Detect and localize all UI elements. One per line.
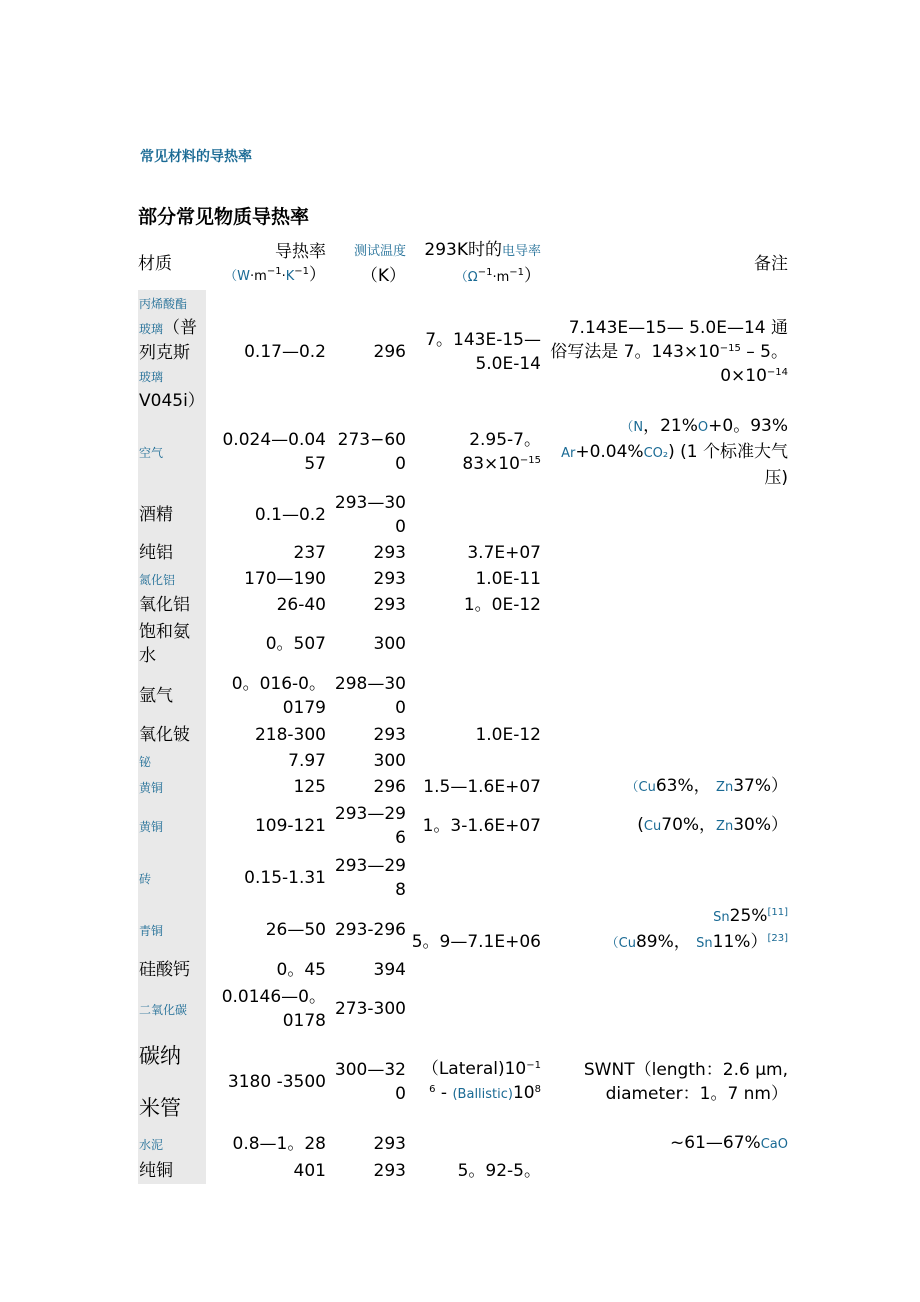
table-row [138,540,788,566]
note-cell: Sn25%[11] （Cu89%， Sn11%）[23] [605,906,788,952]
table-row [138,852,788,904]
conductivity-cell: 0。507 [265,634,326,654]
electrical-cell: 1.0E-12 [475,725,541,745]
table-row [138,984,788,1034]
temperature-cell: 293 [373,569,406,589]
material-cell: 氧化铍 [138,722,206,748]
material-cell [138,748,206,774]
conductivity-cell: 125 [293,777,326,797]
temperature-cell: 293—29 8 [334,856,406,900]
material-link[interactable]: 二氧化碳 [139,1002,188,1017]
note-cell: (Cu70%，Zn30%） [637,815,788,835]
temperature-cell: 273-300 [334,999,406,1019]
table-row [138,800,788,852]
conductivity-cell: 0.8—1。28 [232,1134,326,1154]
ballistic-link[interactable]: (Ballistic) [452,1087,513,1102]
header-material: 材质 [138,254,172,274]
header-conductivity [206,238,326,290]
table-row [138,670,788,722]
material-cell: 纯铝 [138,540,206,566]
element-link-zinc[interactable]: Zn [716,819,734,834]
table-row [138,748,788,774]
element-link-copper[interactable]: Cu [638,780,656,795]
compound-link-co2[interactable]: CO₂ [643,446,669,461]
electrical-cell: 3.7E+07 [467,543,541,563]
temperature-cell: 293 [373,1161,406,1181]
table-row [138,722,788,748]
material-cell: 氩气 [138,670,206,722]
material-cell [138,984,206,1034]
temperature-cell: 293 [373,543,406,563]
note-cell [541,670,788,722]
reference-link[interactable]: [11] [767,907,788,918]
unit-watt-link[interactable]: W [237,269,251,284]
table-header-row [138,238,788,290]
section-heading: 部分常见物质导热率 [138,206,310,228]
element-link-argon[interactable]: Ar [561,446,576,461]
conductivity-cell: 3180 -3500 [227,1072,326,1092]
table-row [138,1034,788,1130]
temperature-cell: 293 [373,725,406,745]
electrical-cell: 5。9—7.1E+06 [411,932,541,952]
material-cell [138,774,206,800]
header-electrical-link[interactable]: 电导率 [501,244,541,259]
element-link-tin[interactable]: Sn [713,910,730,925]
header-temperature [326,238,406,290]
note-cell [541,566,788,592]
table-row [138,618,788,670]
material-cell: 丙烯酸酯 玻璃（普列克斯 玻璃 V045i） [138,290,206,414]
temperature-cell: 293 [373,1134,406,1154]
conductivity-cell: 109-121 [254,816,326,836]
electrical-cell [406,984,541,1034]
conductivity-cell: 26-40 [276,595,326,615]
note-cell: ~61—67%CaO [670,1133,788,1153]
table-row [138,956,788,984]
material-cell: 氧化铝 [138,592,206,618]
conductivity-cell: 0.17—0.2 [244,342,326,362]
electrical-cell [406,1130,541,1158]
conductivity-cell: 7.97 [288,751,326,771]
electrical-cell: 1。3-1.6E+07 [422,816,541,836]
electrical-cell [406,490,541,540]
header-temperature-unit: （K） [360,266,406,286]
electrical-cell: 7。143E-15— 5.0E-14 [425,330,541,374]
material-cell [138,566,206,592]
note-cell [541,956,788,984]
temperature-cell: 300 [373,634,406,654]
conductivity-cell: 0.1—0.2 [254,505,326,525]
material-cell: 饱和氨 水 [138,618,206,670]
table-row [138,592,788,618]
electrical-cell: 1.5—1.6E+07 [423,777,541,797]
table-row [138,290,788,414]
material-link[interactable]: 青铜 [139,923,164,938]
header-electrical-label: 293K时的电导率 [424,240,541,260]
material-link[interactable]: 空气 [139,445,164,460]
table-row [138,1158,788,1184]
conductivity-cell: 237 [293,543,326,563]
conductivity-cell: 0。45 [276,960,326,980]
conductivity-cell: 0.024—0.04 57 [222,430,326,474]
temperature-cell: 293 [373,595,406,615]
material-cell: 硅酸钙 [138,956,206,984]
material-link[interactable]: 水泥 [139,1137,164,1152]
element-link-copper[interactable]: Cu [618,936,636,951]
page-link-title[interactable]: 常见材料的导热率 [140,149,252,165]
material-cell [138,852,206,904]
electrical-cell: $(Lateral)10^{-1}$ $^6 - (Ballistic)10^8$ [421,1059,541,1103]
compound-link-cao[interactable]: CaO [760,1137,788,1152]
note-cell [541,1158,788,1184]
note-cell [541,722,788,748]
material-cell: 碳纳 米管 [138,1034,206,1130]
material-cell: 酒精 [138,490,206,540]
electrical-cell: 1.0E-11 [475,569,541,589]
note-cell [541,618,788,670]
note-cell: SWNT（length：2.6 μm, diameter：1。7 nm） [583,1060,788,1104]
temperature-cell: 296 [373,342,406,362]
note-cell [541,592,788,618]
element-link-copper[interactable]: Cu [643,819,662,834]
note-cell: 7.143E—15— 5.0E—14 通 俗写法是 7。$143\times 10^{-15} - 5$。 $0\times 10^{-14}$ [550,318,788,386]
table-row [138,414,788,490]
temperature-cell: 300 [373,751,406,771]
electrical-cell [406,956,541,984]
material-cell [138,904,206,956]
conductivity-table [138,238,788,1184]
note-cell [541,490,788,540]
element-link-oxygen[interactable]: O [697,420,709,435]
conductivity-cell: 26—50 [265,920,326,940]
electrical-cell: 2.95-7。 $83\times 10^{-15}$ [462,430,541,474]
reference-link[interactable]: [23] [767,933,788,944]
temperature-cell: 300—32 0 [334,1060,406,1104]
conductivity-cell: 0.15-1.31 [244,868,326,888]
electrical-cell [406,852,541,904]
electrical-cell [406,618,541,670]
element-link-zinc[interactable]: Zn [716,780,734,795]
material-link[interactable]: 铋 [139,754,152,769]
header-note: 备注 [754,254,788,274]
electrical-cell [406,748,541,774]
note-cell [541,984,788,1034]
note-cell [541,748,788,774]
temperature-cell: 298—30 0 [334,674,406,718]
material-link[interactable]: 玻璃 [139,321,164,336]
unit-kelvin-link[interactable]: K [285,269,295,284]
conductivity-cell: 0。016-0。 0179 [231,674,326,718]
element-link-tin[interactable]: Sn [696,936,713,951]
material-link[interactable]: 氮化铝 [139,572,176,587]
material-link[interactable]: 黄铜 [139,819,164,834]
material-link[interactable]: 黄铜 [139,780,164,795]
note-cell [541,540,788,566]
material-cell: 纯铜 [138,1158,206,1184]
material-cell [138,1130,206,1158]
unit-ohm-link[interactable]: Ω [467,270,478,285]
temperature-cell: 293-296 [334,920,406,940]
table-row [138,904,788,956]
header-electrical-unit: $(\Omega^{-1}\cdot m^{-1})$ [454,266,541,286]
material-link[interactable]: 丙烯酸酯 [139,296,188,311]
note-cell: （Cu63%， Zn37%） [625,776,788,796]
temperature-cell: 394 [373,960,406,980]
temperature-cell: 296 [373,777,406,797]
element-link-nitrogen[interactable]: N [633,420,644,435]
temperature-cell: 273−60 0 [337,430,406,474]
header-temperature-link[interactable]: 测试温度 [353,244,406,259]
header-electrical [406,238,541,290]
electrical-cell: 5。92-5。 [457,1161,541,1181]
note-cell [541,852,788,904]
header-conductivity-label: 导热率 [275,242,326,262]
header-conductivity-unit: $(W\cdot m^{-1}\cdot K^{-1})$ [224,265,326,285]
table-row [138,566,788,592]
conductivity-cell: 0.0146—0。 0178 [221,987,326,1031]
material-link[interactable]: 玻璃 [139,369,164,384]
temperature-cell: 293—29 6 [334,804,406,848]
material-cell [138,800,206,852]
table-row [138,774,788,800]
material-link[interactable]: 砖 [139,871,152,886]
electrical-cell: 1。0E-12 [463,595,541,615]
table-row [138,1130,788,1158]
conductivity-cell: 170—190 [244,569,326,589]
note-cell: （N，21%O+0。93% Ar+0.04%CO₂) (1 个标准大气 压) [561,416,788,488]
conductivity-cell: 401 [293,1161,326,1181]
conductivity-cell: 218-300 [254,725,326,745]
electrical-cell [406,670,541,722]
material-cell [138,414,206,490]
table-row [138,490,788,540]
temperature-cell: 293—30 0 [334,493,406,537]
